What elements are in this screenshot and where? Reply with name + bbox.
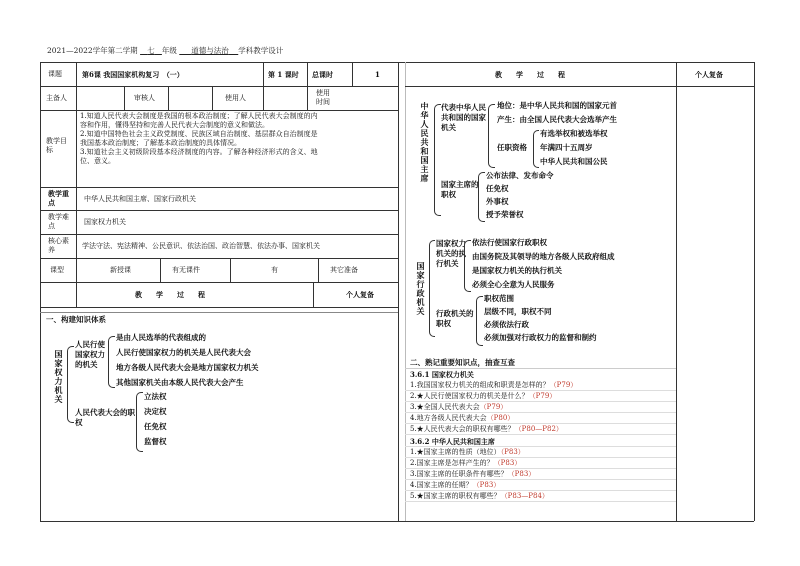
mindmap-leaf: 必须加强对行政权力的监督和制约 — [484, 333, 597, 342]
mindmap-leaf: 由国务院及其领导的地方各级人民政府组成 — [472, 252, 615, 261]
question-item: 4.国家主席的任期？（P83） — [410, 481, 501, 489]
bracket-c1 — [464, 240, 471, 292]
bracket-b2 — [478, 172, 485, 222]
mindmap-leaf: 地位：是中华人民共和国的国家元首 — [497, 101, 617, 110]
lesson-label: 第 1 课时 — [268, 70, 299, 79]
bracket-b1 — [488, 104, 495, 168]
question-item: 1.我国国家权力机关的组成和职责是怎样的？（P79） — [410, 381, 578, 389]
mindmap-branch-npc-powers: 人民代表大会的职权 — [75, 408, 135, 427]
courseware-label: 有无课件 — [172, 266, 200, 274]
subject-name: 道德与法治 — [191, 46, 229, 55]
literacy-label: 核心素养 — [48, 237, 69, 254]
question-item: 5.★国家主席的职权有哪些？（P83—P84） — [410, 492, 549, 500]
subsection-power-organ: 3.6.1 国家权力机关 — [410, 370, 474, 379]
mindmap-sub-qualification: 任职资格 — [497, 143, 527, 152]
mindmap-branch-state-organ: 代表中华人民共和国的国家机关 — [441, 103, 486, 132]
use-time-label: 使用时间 — [316, 89, 330, 106]
objectives-text — [80, 112, 318, 166]
school-year: 2021—2022学年第二学期 — [47, 46, 138, 55]
mindmap-branch-admin-powers: 行政机关的职权 — [436, 309, 474, 328]
reviewer-label: 审核人 — [134, 94, 155, 102]
mindmap-leaf: 有选举权和被选举权 — [540, 129, 608, 138]
courseware-value: 有 — [271, 266, 278, 274]
mindmap-leaf: 授予荣誉权 — [486, 210, 524, 219]
mindmap-leaf: 决定权 — [144, 407, 167, 416]
question-item: 2.国家主席是怎样产生的？（P83） — [410, 459, 522, 467]
mindmap-leaf: 依法行使国家行政职权 — [472, 238, 547, 247]
difficulty-label: 教学难点 — [48, 213, 69, 230]
objectives-label: 教学目标 — [46, 137, 67, 154]
other-prep-label: 其它准备 — [330, 266, 358, 274]
question-item: 2.★人民行使国家权力的机关是什么？（P79） — [410, 392, 557, 400]
objective-line: 容和作用，懂得坚持和完善人民代表大会制度的意义和做法。 — [80, 121, 269, 129]
mindmap-leaf: 职权范围 — [484, 294, 514, 303]
question-item: 4.地方各级人民代表大会（P80） — [410, 414, 515, 422]
mindmap-leaf: 层级不同，职权不同 — [484, 307, 552, 316]
user-label: 使用人 — [225, 94, 246, 102]
key-points-value: 中华人民共和国主席、国家行政机关 — [84, 195, 196, 203]
topic-value: 第6课 我国国家机构复习 （一） — [82, 70, 184, 79]
mindmap-leaf: 任免权 — [486, 184, 509, 193]
bracket-branch1 — [108, 336, 115, 388]
bracket-branch2 — [136, 392, 143, 452]
bracket-c2 — [476, 296, 483, 346]
mindmap-leaf: 任免权 — [144, 422, 167, 431]
mindmap-branch-exercise-power: 人民行使国家权力的机关 — [75, 340, 105, 369]
mindmap-branch-president-powers: 国家主席的职权 — [441, 180, 479, 199]
key-points-label: 教学重点 — [48, 189, 69, 207]
objective-line: 位、意义。 — [80, 157, 115, 165]
mindmap-leaf: 是国家权力机关的执行机关 — [472, 266, 562, 275]
mindmap-root-power-organ: 国家权力机关 — [54, 350, 64, 404]
literacy-value: 学法守法、宪法精神、公民意识、依法治国、政治智慧、依法办事、国家机关 — [82, 242, 320, 250]
objective-line: 3.知道社会主义初级阶段基本经济制度的内容。了解各种经济形式的含义、地 — [80, 148, 318, 156]
section-title-key-points: 二、熟记重要知识点，抽查互查 — [410, 358, 515, 367]
topic-label: 课题 — [48, 70, 62, 78]
preparer-label: 主备人 — [46, 94, 67, 102]
mindmap-leaf: 年满四十五周岁 — [540, 143, 593, 152]
lesson-type-value: 新授课 — [110, 266, 131, 274]
mindmap-root-president: 中华人民共和国主席 — [420, 102, 430, 183]
grade-label: 年级 — [161, 46, 177, 55]
header-suffix: 学科教学设计 — [238, 46, 284, 55]
process-header: 教 学 过 程 — [495, 70, 565, 79]
objective-line: 我国基本政治制度；了解基本政治制度的具体情况。 — [80, 139, 241, 147]
objective-line: 1.知道人民代表大会制度是我国的根本政治制度；了解人民代表大会制度的内 — [80, 112, 318, 120]
subsection-president: 3.6.2 中华人民共和国主席 — [410, 437, 495, 446]
review-header: 个人复备 — [695, 70, 723, 79]
grade-number: 七 — [147, 46, 155, 55]
bracket-president — [434, 104, 441, 216]
total-lessons-value: 1 — [375, 70, 380, 79]
mindmap-branch-executive-organ: 国家权力机关的执行机关 — [436, 239, 466, 268]
bracket-administrative — [429, 240, 435, 337]
review-header-left: 个人复备 — [346, 290, 374, 299]
question-item: 3.★全国人民代表大会（P79） — [410, 403, 508, 411]
difficulty-value: 国家权力机关 — [84, 218, 126, 226]
bracket-root — [67, 346, 74, 423]
question-item: 3.国家主席的任职条件有哪些？（P83） — [410, 470, 536, 478]
mindmap-leaf: 公布法律、发布命令 — [486, 171, 554, 180]
lesson-type-label: 课型 — [50, 266, 64, 274]
process-header-left: 教 学 过 程 — [135, 290, 205, 299]
mindmap-leaf: 必须依法行政 — [484, 320, 529, 329]
mindmap-leaf: 立法权 — [144, 392, 167, 401]
mindmap-leaf: 中华人民共和国公民 — [540, 157, 608, 166]
mindmap-leaf: 监督权 — [144, 437, 167, 446]
question-item: 1.★国家主席的性质（地位）（P83） — [410, 448, 525, 456]
mindmap-leaf: 人民行使国家权力的机关是人民代表大会 — [116, 348, 251, 357]
page-header — [47, 45, 283, 56]
mindmap-leaf: 必须全心全意为人民服务 — [472, 280, 555, 289]
bracket-qualification — [533, 130, 539, 168]
objective-line: 2.知道中国特色社会主义政党制度、民族区域自治制度、基层群众自治制度是 — [80, 130, 318, 138]
mindmap-leaf: 地方各级人民代表大会是地方国家权力机关 — [116, 363, 259, 372]
total-lessons-label: 总课时 — [312, 70, 333, 79]
mindmap-leaf: 外事权 — [486, 197, 509, 206]
mindmap-leaf: 其他国家机关由本级人民代表大会产生 — [116, 378, 244, 387]
mindmap-leaf: 产生：由全国人民代表大会选举产生 — [497, 115, 617, 124]
mindmap-root-administrative: 国家行政机关 — [416, 262, 426, 316]
section-title-knowledge-system: 一、构建知识体系 — [46, 315, 106, 324]
mindmap-leaf: 是由人民选举的代表组成的 — [116, 333, 206, 342]
question-item: 5.★人民代表大会的职权有哪些？（P80—P82） — [410, 425, 563, 433]
